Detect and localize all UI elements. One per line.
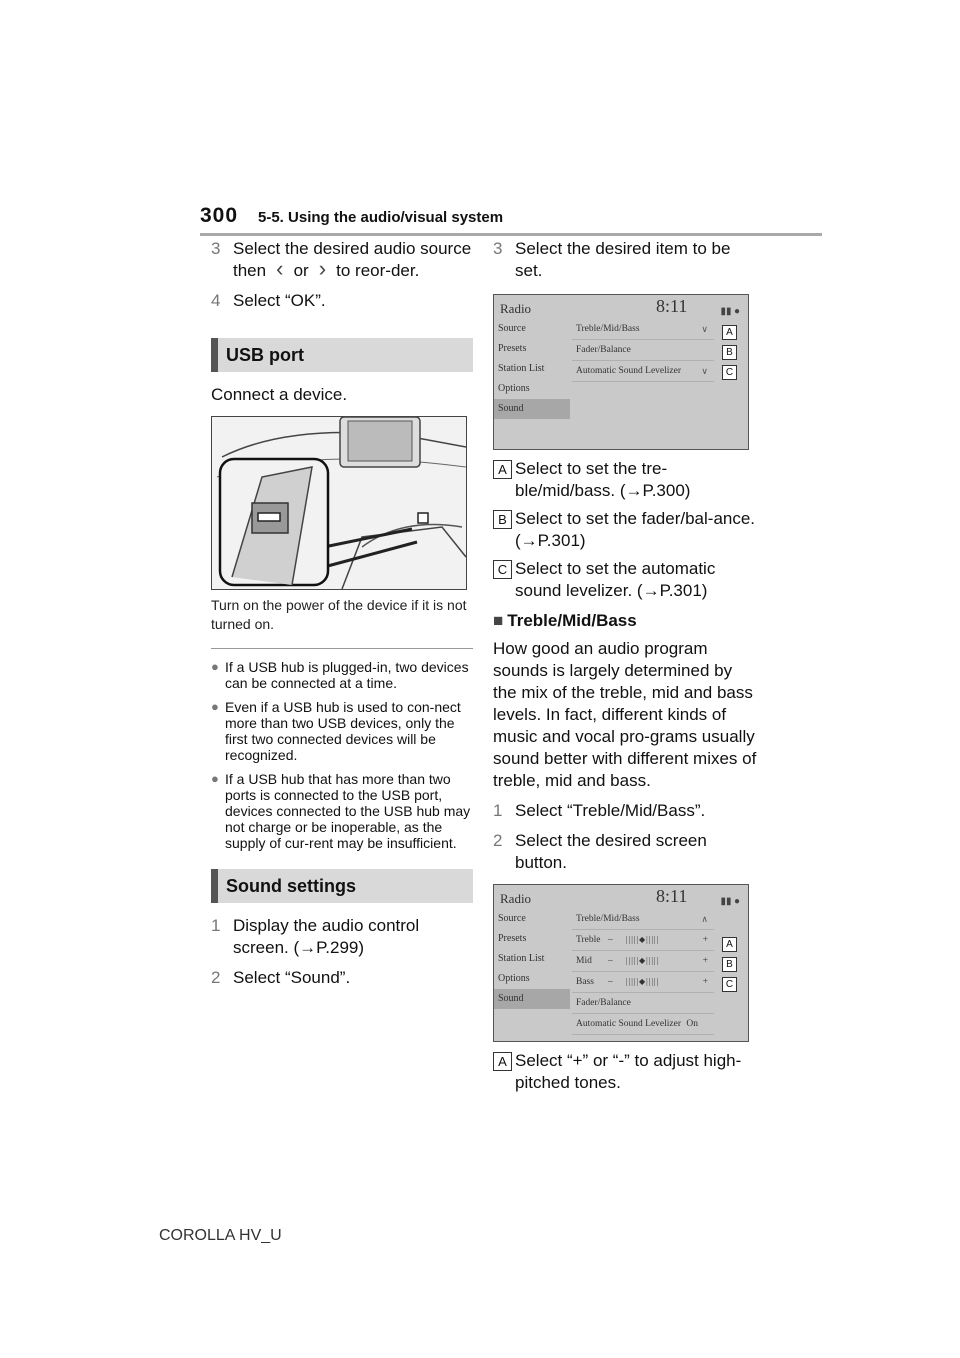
screen-sidebar [494, 319, 570, 419]
chevron-left-icon: ‹ [276, 256, 284, 281]
step-text: Select “Treble/Mid/Bass”. [515, 801, 706, 820]
chevron-down-icon: ∨ [701, 324, 708, 334]
callout-letter: B [493, 510, 512, 529]
row-label: Treble/Mid/Bass [576, 914, 640, 924]
sidebar-item-sound[interactable]: Sound [494, 989, 570, 1009]
callout-description [493, 558, 757, 602]
callout-text: Select to set the automatic sound levelizer. (→P.301) [515, 559, 716, 600]
section-title: 5-5. Using the audio/visual system [258, 209, 504, 226]
callout-descriptions-1 [493, 458, 757, 602]
sidebar-item-options[interactable]: Options [498, 973, 530, 984]
step-number: 1 [493, 801, 503, 820]
menu-row-asl[interactable] [572, 1014, 714, 1035]
chevron-right-icon: › [318, 256, 327, 281]
usb-port-heading: USB port [211, 338, 473, 372]
minus-button[interactable]: – [608, 977, 613, 987]
note-divider [211, 648, 473, 649]
screen-header [494, 295, 748, 319]
sidebar-item-options[interactable]: Options [498, 383, 530, 394]
left-column [211, 238, 473, 997]
plus-button[interactable]: + [702, 977, 708, 987]
sidebar-item-source[interactable]: Source [498, 323, 526, 334]
signal-icon: ▮▮ ● [720, 896, 740, 907]
note-item [211, 659, 473, 691]
level-scale: |||||◆||||| [626, 956, 660, 965]
step-or: or [293, 261, 309, 280]
menu-row-asl[interactable] [572, 361, 714, 382]
screen-main [572, 319, 714, 382]
row-label: Automatic Sound Levelizer [576, 1019, 681, 1029]
chevron-down-icon: ∨ [701, 366, 708, 376]
row-label: Fader/Balance [576, 345, 631, 355]
callout-letter: A [493, 1052, 512, 1071]
connect-text: Connect a device. [211, 385, 348, 404]
row-label: Fader/Balance [576, 998, 631, 1008]
callout-text: Select “+” or “-” to adjust high-pitched tones. [515, 1051, 742, 1092]
signal-icon: ▮▮ ● [720, 306, 740, 317]
screen-clock: 8:11 [656, 886, 688, 906]
callout-b: B [722, 345, 737, 360]
usb-notes [211, 659, 473, 851]
step-number: 4 [211, 291, 221, 310]
sound-settings-heading: Sound settings [211, 869, 473, 903]
step-text-b: to reor-der. [336, 261, 420, 280]
subhead-text: Treble/Mid/Bass [507, 611, 637, 630]
bullet-icon: ● [211, 771, 219, 786]
note-item [211, 699, 473, 763]
step-text-a: Select the desired audio source then [233, 239, 472, 280]
callout-description [493, 1050, 757, 1094]
plus-button[interactable]: + [702, 935, 708, 945]
callout-descriptions-2 [493, 1050, 757, 1094]
callout-b: B [722, 957, 737, 972]
screen-title: Radio [500, 891, 532, 906]
level-scale: |||||◆||||| [626, 935, 660, 944]
menu-row-fader-balance[interactable] [572, 340, 714, 361]
treble-paragraph: How good an audio program sounds is largely determined by the mix of the treble, mid and bass levels. In fact, different kinds of music and vocal pro-grams usually sound better with different mixes of treble, mid and bass. [493, 639, 757, 790]
sidebar-item-station-list[interactable]: Station List [498, 953, 545, 964]
callout-a: A [722, 325, 737, 340]
note-text: If a USB hub that has more than two ports is connected to the USB port, devices connected to the USB hub may not charge or be inoperable, as the supply of cur-rent may be insufficient. [225, 771, 471, 851]
callout-letter: C [493, 560, 512, 579]
step-text: Display the audio control screen. (→P.299) [233, 916, 420, 957]
callout-letter: A [493, 460, 512, 479]
step-text: Select “Sound”. [233, 968, 351, 987]
slider-label: Bass [576, 977, 594, 987]
callout-c: C [722, 977, 737, 992]
square-bullet-icon: ■ [493, 611, 504, 630]
slider-row-bass [572, 972, 714, 993]
step-number: 2 [211, 968, 221, 987]
slider-label: Mid [576, 956, 592, 966]
sidebar-item-presets[interactable]: Presets [498, 343, 527, 354]
callout-text: Select to set the tre-ble/mid/bass. (→P.300) [515, 459, 691, 500]
screen-main [572, 909, 714, 1035]
step-1-left [211, 915, 473, 959]
usb-caption: Turn on the power of the device if it is not turned on. [211, 597, 467, 632]
callout-a: A [722, 937, 737, 952]
slider-row-treble [572, 930, 714, 951]
sidebar-item-station-list[interactable]: Station List [498, 363, 545, 374]
note-item [211, 771, 473, 851]
bullet-icon: ● [211, 699, 219, 714]
row-label: Automatic Sound Levelizer [576, 366, 681, 376]
step-text: Select the desired item to be set. [515, 239, 731, 280]
step-text: Select the desired screen button. [515, 831, 707, 872]
asl-toggle[interactable]: On [686, 1019, 698, 1029]
treble-mid-bass-screen [493, 884, 749, 1042]
right-column [493, 238, 757, 1100]
sidebar-item-presets[interactable]: Presets [498, 933, 527, 944]
page-number: 300 [200, 204, 239, 227]
usb-port-drawing [212, 417, 466, 589]
menu-row-treble-mid-bass[interactable] [572, 909, 714, 930]
step-text: Select “OK”. [233, 291, 326, 310]
callout-text: Select to set the fader/bal-ance. (→P.301) [515, 509, 756, 550]
callout-description [493, 458, 757, 502]
usb-port-illustration [211, 416, 467, 590]
screen-header [494, 885, 748, 909]
menu-row-fader-balance[interactable] [572, 993, 714, 1014]
step-4-left [211, 290, 473, 312]
plus-button[interactable]: + [702, 956, 708, 966]
step-3-left [211, 238, 473, 282]
step-number: 2 [493, 831, 503, 850]
step-3-right [493, 238, 757, 282]
minus-button[interactable]: – [608, 956, 613, 966]
level-scale: |||||◆||||| [626, 977, 660, 986]
step-1-right [493, 800, 757, 822]
step-number: 3 [211, 239, 221, 258]
screen-title: Radio [500, 301, 532, 316]
footer-model: COROLLA HV_U [159, 1227, 282, 1244]
note-text: Even if a USB hub is used to con-nect more than two USB devices, only the first two connected devices will be recognized. [225, 699, 461, 763]
step-number: 3 [493, 239, 503, 258]
callout-description [493, 508, 757, 552]
sound-menu-screen [493, 294, 749, 450]
step-number: 1 [211, 916, 221, 935]
menu-row-treble-mid-bass[interactable] [572, 319, 714, 340]
chevron-up-icon: ∧ [701, 914, 708, 924]
row-label: Treble/Mid/Bass [576, 324, 640, 334]
treble-mid-bass-heading [493, 610, 757, 632]
callout-c: C [722, 365, 737, 380]
screen-sidebar [494, 909, 570, 1009]
minus-button[interactable]: – [608, 935, 613, 945]
step-2-left [211, 967, 473, 989]
note-text: If a USB hub is plugged-in, two devices can be connected at a time. [225, 659, 469, 691]
slider-label: Treble [576, 935, 601, 945]
sidebar-item-source[interactable]: Source [498, 913, 526, 924]
slider-row-mid [572, 951, 714, 972]
screen-clock: 8:11 [656, 296, 688, 316]
header-rule [200, 233, 822, 236]
sidebar-item-sound[interactable]: Sound [494, 399, 570, 419]
bullet-icon: ● [211, 659, 219, 674]
step-2-right [493, 830, 757, 874]
